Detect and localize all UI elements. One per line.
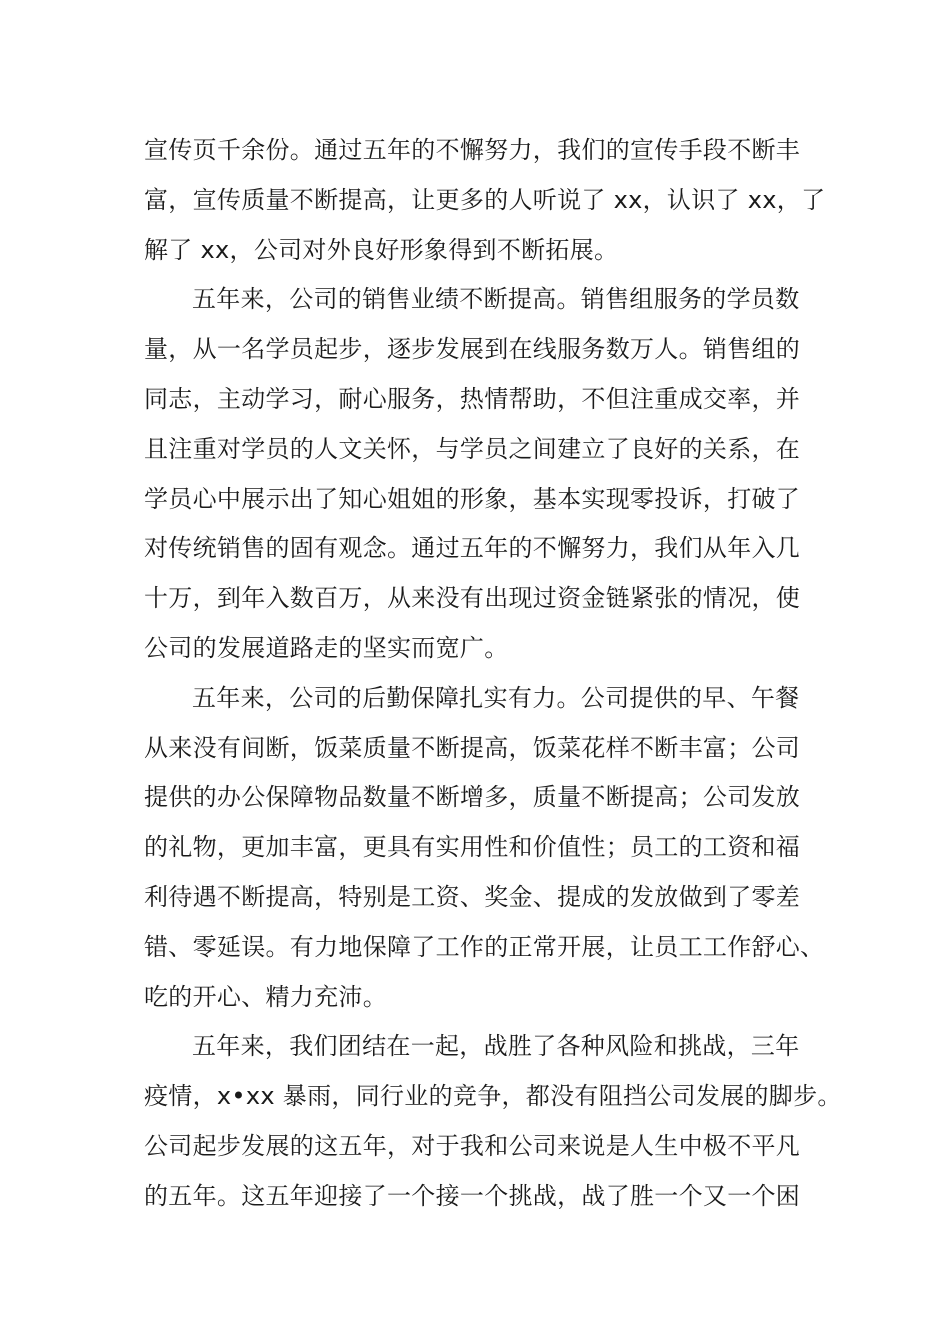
text-line: 利待遇不断提高，特别是工资、奖金、提成的发放做到了零差	[144, 882, 801, 911]
text-line: 富，宣传质量不断提高，让更多的人听说了 xx，认识了 xx，了	[144, 185, 826, 214]
text-line: 且注重对学员的人文关怀，与学员之间建立了良好的关系，在	[144, 434, 801, 463]
text-line: 对传统销售的固有观念。通过五年的不懈努力，我们从年入几	[144, 534, 801, 563]
text-line: 公司的发展道路走的坚实而宽广。	[144, 633, 509, 662]
text-line: 错、零延误。有力地保障了工作的正常开展，让员工工作舒心、	[144, 932, 825, 961]
text-line: 学员心中展示出了知心姐姐的形象，基本实现零投诉，打破了	[144, 484, 801, 513]
text-line: 五年来，公司的后勤保障扎实有力。公司提供的早、午餐	[192, 683, 800, 712]
text-line: 十万，到年入数百万，从来没有出现过资金链紧张的情况，使	[144, 584, 801, 613]
paragraph	[144, 674, 824, 1023]
text-line: 从来没有间断，饭菜质量不断提高，饭菜花样不断丰富；公司	[144, 733, 801, 762]
text-line: 提供的办公保障物品数量不断增多，质量不断提高；公司发放	[144, 783, 801, 812]
text-line: 解了 xx，公司对外良好形象得到不断拓展。	[144, 235, 619, 264]
text-line: 五年来，公司的销售业绩不断提高。销售组服务的学员数	[192, 285, 800, 314]
paragraph	[144, 126, 824, 275]
text-line: 公司起步发展的这五年，对于我和公司来说是人生中极不平凡	[144, 1131, 801, 1160]
text-line: 宣传页千余份。通过五年的不懈努力，我们的宣传手段不断丰	[144, 136, 801, 164]
text-line: 同志，主动学习，耐心服务，热情帮助，不但注重成交率，并	[144, 384, 801, 413]
paragraph	[144, 275, 824, 673]
document-body	[144, 126, 842, 1222]
paragraph	[144, 1022, 842, 1221]
text-line: 的五年。这五年迎接了一个接一个挑战，战了胜一个又一个困	[144, 1181, 801, 1210]
text-line: 疫情，x•xx 暴雨，同行业的竞争，都没有阻挡公司发展的脚步。	[144, 1082, 842, 1111]
text-line: 吃的开心、精力充沛。	[144, 982, 387, 1011]
text-line: 五年来，我们团结在一起，战胜了各种风险和挑战，三年	[192, 1032, 800, 1061]
text-line: 量，从一名学员起步，逐步发展到在线服务数万人。销售组的	[144, 335, 801, 364]
text-line: 的礼物，更加丰富，更具有实用性和价值性；员工的工资和福	[144, 833, 801, 862]
